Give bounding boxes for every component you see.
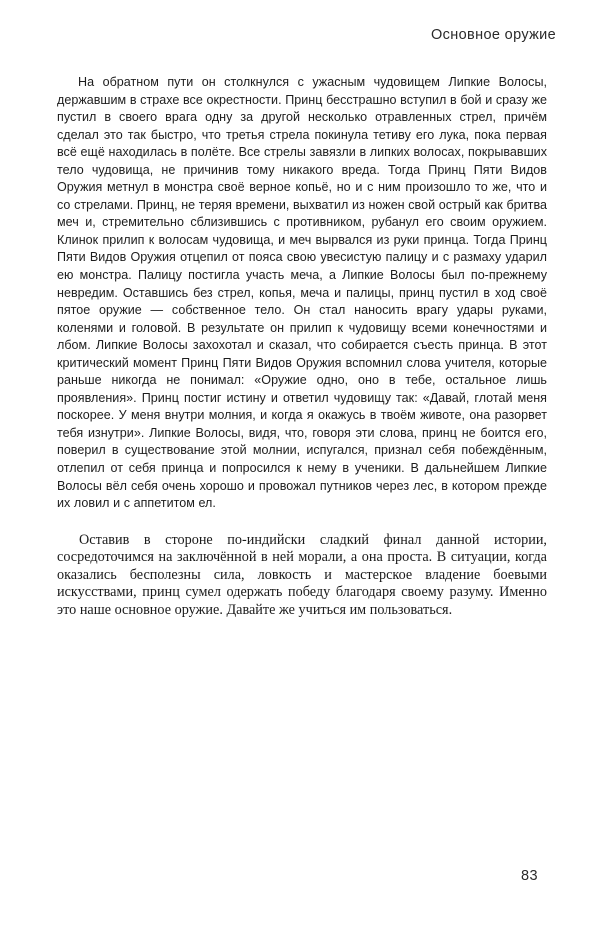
page-number: 83 [521, 868, 538, 884]
body-paragraph-moral: Оставив в стороне по-индийски сладкий финал данной истории, сосредоточимся на заключённой в ней морали, а она проста. В ситуации, когда оказались бесполезны сила, ловкость и мастерское владение боевыми искусствами, принц сумел одержать победу благодаря своему разуму. Именно это наше основное оружие. Давайте же учиться им пользоваться. [57, 531, 547, 619]
running-head-title: Основное оружие [431, 27, 556, 43]
body-paragraph-story: На обратном пути он столкнулся с ужасным чудовищем Липкие Волосы, державшим в страхе все окрестности. Принц бесстрашно вступил в бой и сразу же пустил в своего врага одну за другой несколько отравленных стрел, причём сделал это так быстро, что третья стрела покинула тетиву его лука, пока первая всё ещё находилась в полёте. Все стрелы завязли в липких волосах, покрывавших тело чудовища, не причинив тому никакого вреда. Тогда Принц Пяти Видов Оружия метнул в монстра своё верное копьё, но и с ним произошло то же, что и со стрелами. Принц, не теряя времени, выхватил из ножен свой острый как бритва меч и, стремительно сблизившись с противником, рубанул его своим оружием. Клинок прилип к волосам чудовища, и меч вырвался из руки принца. Тогда Принц Пяти Видов Оружия отцепил от пояса свою увесистую палицу и с размаху ударил ею монстра. Палицу постигла участь меча, а Липкие Волосы был по-прежнему невредим. Оставшись без стрел, копья, меча и палицы, принц пустил в ход своё пятое оружие — собственное тело. Он стал наносить врагу удары руками, коленями и головой. В результате он прилип к чудовищу всеми конечностями и лбом. Липкие Волосы захохотал и сказал, что собирается съесть принца. В этот критический момент Принц Пяти Видов Оружия вспомнил слова учителя, которые раньше никогда не понимал: «Оружие одно, оно в тебе, остальное лишь проявления». Принц постиг истину и ответил чудовищу так: «Давай, глотай меня поскорее. У меня внутри молния, и когда я окажусь в твоём животе, она разорвет тебя изнутри». Липкие Волосы, видя, что, говоря эти слова, принц не боится его, поверил в существование этой молнии, испугался, признал себя побеждённым, отлепил от себя принца и попросился к нему в ученики. В дальнейшем Липкие Волосы вёл себя очень хорошо и провожал путников через лес, в котором прежде их ловил и с аппетитом ел. [57, 75, 547, 511]
text-column [57, 74, 547, 620]
